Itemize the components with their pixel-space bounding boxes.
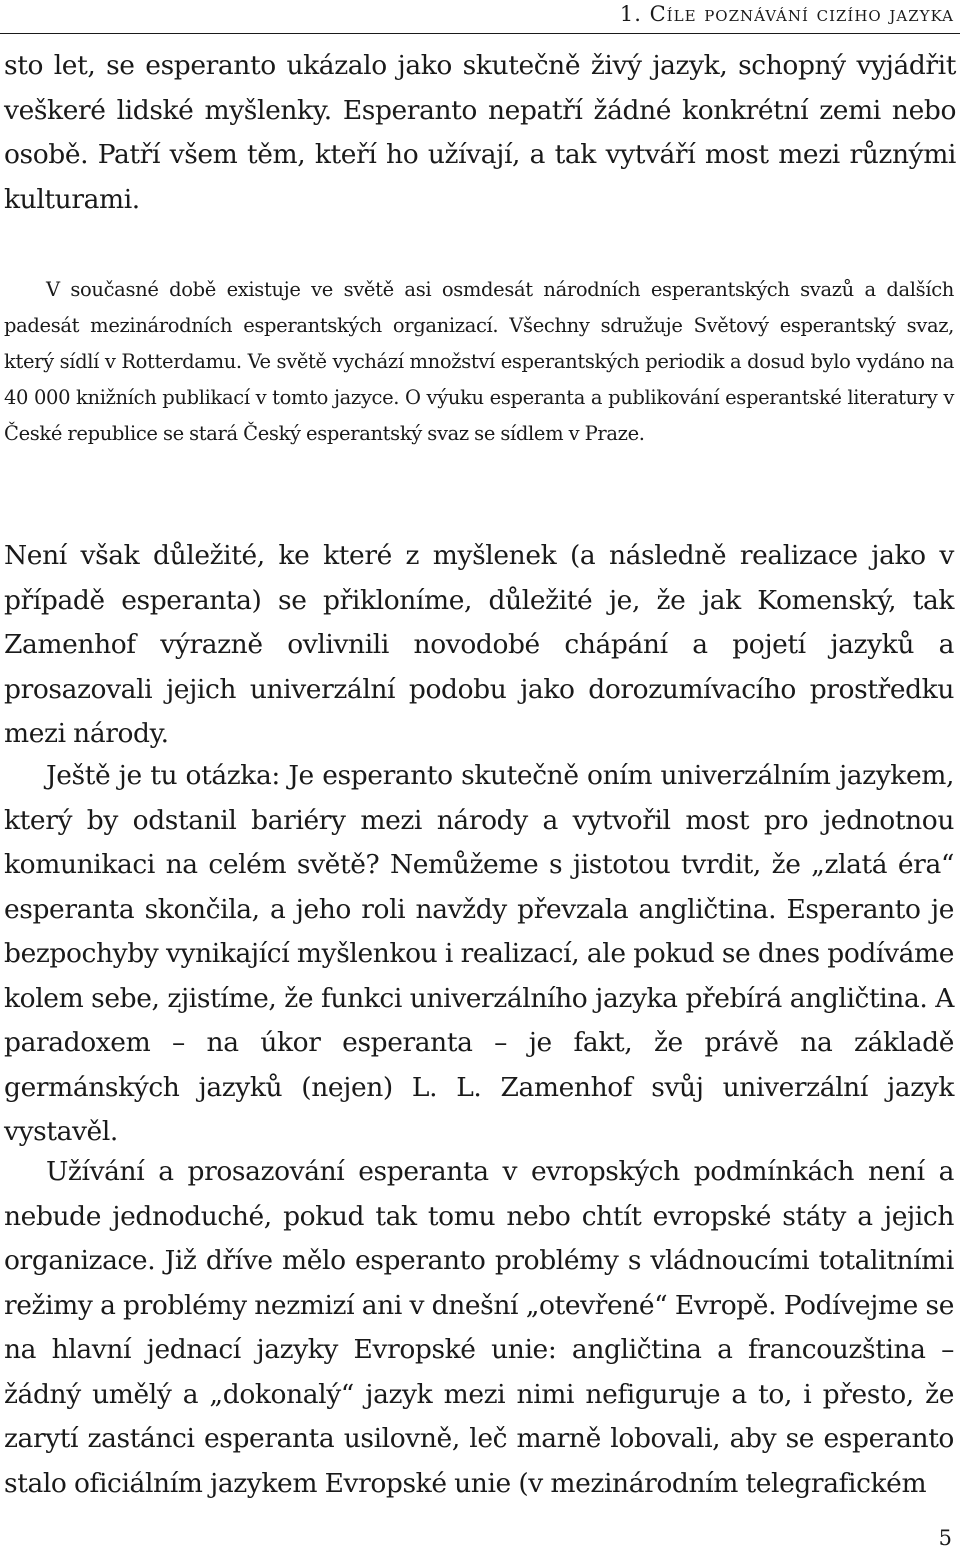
paragraph-esperanto-organizations: V současné době existuje ve světě asi osmdesát národních esperantských svazů a dalších padesát mezinárodních esperantských organizací. Všechny sdružuje Světový esperantský svaz, který sídlí v Rotterdamu. Ve světě vychází množství esperantských periodik a dosud bylo vydáno na 40 000 knižních publikací v tomto jazyce. O výuku esperanta a publikování esperantské literatury v České republice se stará Český esperantský svaz se sídlem v Praze. bbox=[4, 278, 954, 445]
header-rule bbox=[0, 33, 960, 34]
page-number: 5 bbox=[938, 1526, 952, 1550]
paragraph-esperanto-living-language: sto let, se esperanto ukázalo jako skutečně živý jazyk, schopný vyjádřit veškeré lidské myšlenky. Esperanto nepatří žádné konkrétní zemi nebo osobě. Patří všem těm, kteří ho užívají, a tak vytváří most mezi různými kulturami. bbox=[4, 50, 956, 215]
paragraph-universal-language-question: Ještě je tu otázka: Je esperanto skutečně oním univerzálním jazykem, který by odstanil bariéry mezi národy a vytvořil most pro jednotnou komunikaci na celém světě? Nemůžeme s jistotou tvrdit, že „zlatá éra“ esperanta skončila, a jeho roli navždy převzala angličtina. Esperanto je bezpochyby vynikající myšlenkou i realizací, ale pokud se dnes podíváme kolem sebe, zjistíme, že funkci univerzálního jazyka přebírá angličtina. A paradoxem – na úkor esperanta – je fakt, že právě na základě germánských jazyků (nejen) L. L. Zamenhof svůj univerzální jazyk vystavěl. bbox=[4, 760, 954, 1147]
paragraph-european-conditions: Užívání a prosazování esperanta v evropských podmínkách není a nebude jednoduché, pokud tak tomu nebo chtít evropské státy a jejich organizace. Již dříve mělo esperanto problémy s vládnoucími totalitními režimy a problémy nezmizí ani v dnešní „otevřené“ Evropě. Podívejme se na hlavní jednací jazyky Evropské unie: angličtina a francouzština – žádný umělý a „dokonalý“ jazyk mezi nimi nefiguruje a to, i přesto, že zarytí zastánci esperanta usilovně, leč marně lobovali, aby se esperanto stalo oficiálním jazykem Evropské unie (v mezinárodním telegrafickém bbox=[4, 1156, 954, 1499]
paragraph-komensky-zamenhof: Není však důležité, ke které z myšlenek (a následně realizace jako v případě esperanta) se přikloníme, důležité je, že jak Komenský, tak Zamenhof výrazně ovlivnili novodobé chápání a pojetí jazyků a prosazovali jejich univerzální podobu jako dorozumívacího prostředku mezi národy. bbox=[4, 540, 954, 749]
running-header-title: 1. Cíle poznávání cizího jazyka bbox=[619, 2, 954, 26]
